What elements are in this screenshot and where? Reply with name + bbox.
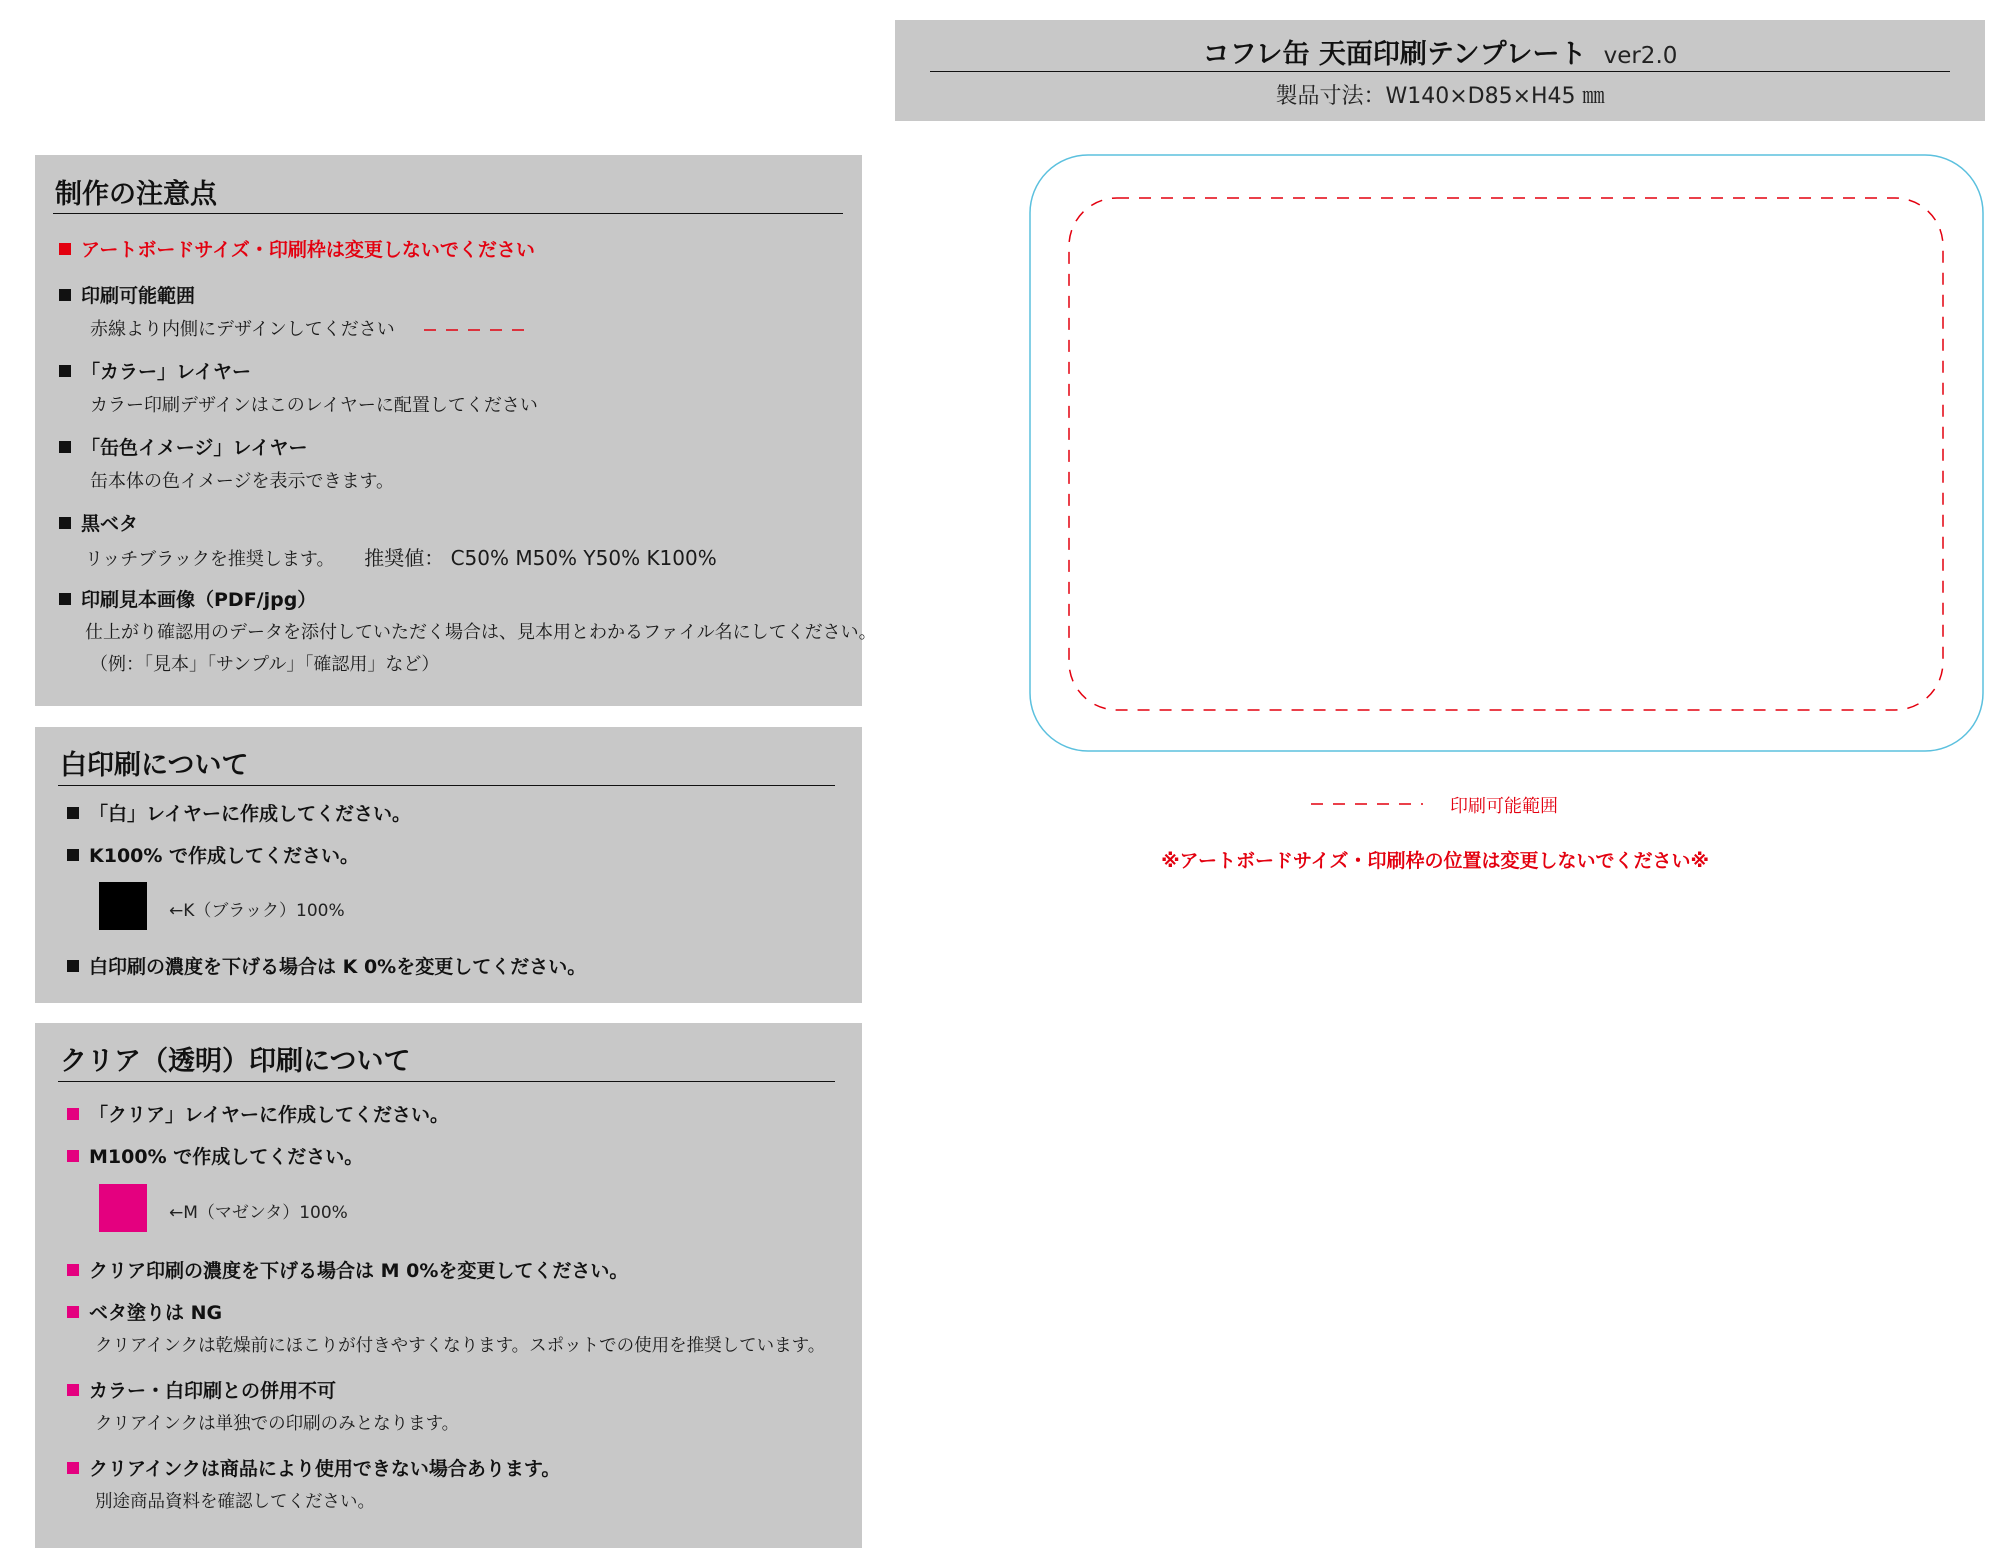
- notes-item-black-solid-text: 黒ベタ: [81, 513, 139, 535]
- bullet-marker: [59, 289, 71, 301]
- bullet-marker: [67, 849, 79, 861]
- notes-item-printable-text: 印刷可能範囲: [81, 285, 196, 307]
- clear-item-solid-ng-desc: クリアインクは乾燥前にほこりが付きやすくなります。スポットでの使用を推奨しています。: [95, 1336, 826, 1356]
- template-title: [895, 32, 1985, 71]
- white-item-density-text: 白印刷の濃度を下げる場合は K 0%を変更してください。: [89, 956, 587, 978]
- bullet-marker: [67, 1150, 79, 1162]
- notes-item-black-solid-desc-text: リッチブラックを推奨します。: [85, 549, 335, 570]
- clear-print-panel: [35, 1023, 862, 1548]
- bullet-marker: [59, 441, 71, 453]
- bullet-marker: [67, 1306, 79, 1318]
- black-swatch-label: ←K（ブラック）100%: [169, 901, 345, 921]
- notes-item-sample-image-text: 印刷見本画像（PDF/jpg）: [81, 589, 317, 611]
- bullet-marker: [59, 593, 71, 605]
- notes-item-color-layer: [59, 357, 251, 384]
- notes-item-can-color-layer-text: 「缶色イメージ」レイヤー: [81, 437, 308, 459]
- bullet-marker: [67, 1462, 79, 1474]
- notes-item-can-color-layer: [59, 433, 307, 460]
- white-item-layer-text: 「白」レイヤーに作成してください。: [89, 803, 412, 825]
- artboard-warning: ※アートボードサイズ・印刷枠の位置は変更しないでください※: [1161, 850, 1709, 872]
- white-item-layer: [67, 799, 411, 826]
- notes-item-sample-image-desc: 仕上がり確認用のデータを添付していただく場合は、見本用とわかるファイル名にしてください。: [85, 622, 877, 643]
- template-title-text: コフレ缶 天面印刷テンプレート: [1202, 39, 1587, 70]
- notes-item-artboard-text: アートボードサイズ・印刷枠は変更しないでください: [81, 239, 535, 261]
- clear-item-solid-ng: [67, 1298, 222, 1325]
- product-size: 製品寸法：W140×D85×H45 ㎜: [1275, 84, 1605, 109]
- white-print-rule: [58, 785, 835, 786]
- white-item-density: [67, 952, 586, 979]
- notes-item-printable: [59, 281, 195, 308]
- clear-print-title: クリア（透明）印刷について: [60, 1046, 411, 1077]
- bullet-marker: [67, 1384, 79, 1396]
- clear-item-solid-ng-text: ベタ塗りは NG: [89, 1302, 223, 1324]
- white-item-k100: [67, 841, 359, 868]
- notes-panel: [35, 155, 877, 706]
- clear-item-density: [67, 1256, 628, 1283]
- notes-title: 制作の注意点: [55, 179, 217, 210]
- notes-item-color-layer-text: 「カラー」レイヤー: [81, 361, 252, 383]
- legend-label: 印刷可能範囲: [1450, 796, 1558, 817]
- clear-item-m100-text: M100% で作成してください。: [89, 1146, 364, 1168]
- clear-item-availability-text: クリアインクは商品により使用できない場合あります。: [89, 1458, 561, 1480]
- bullet-marker: [67, 960, 79, 972]
- can-lid-outline: [1030, 155, 1983, 751]
- white-print-title: 白印刷について: [60, 750, 249, 781]
- header-panel: [895, 20, 1985, 121]
- notes-item-artboard: [59, 235, 535, 262]
- magenta-swatch-label: ←M（マゼンタ）100%: [169, 1203, 348, 1223]
- clear-item-no-combination-desc: クリアインクは単独での印刷のみとなります。: [95, 1414, 460, 1434]
- clear-item-layer: [67, 1100, 449, 1127]
- bullet-marker: [67, 1264, 79, 1276]
- notes-item-sample-image-example: （例：「見本」「サンプル」「確認用」など）: [90, 654, 440, 675]
- clear-item-availability: [67, 1454, 560, 1481]
- clear-item-layer-text: 「クリア」レイヤーに作成してください。: [89, 1104, 450, 1126]
- clear-item-availability-desc: 別途商品資料を確認してください。: [95, 1492, 375, 1512]
- notes-item-printable-desc-text: 赤線より内側にデザインしてください: [90, 319, 395, 340]
- notes-item-can-color-layer-desc: 缶本体の色イメージを表示できます。: [90, 471, 395, 492]
- white-item-k100-text: K100% で作成してください。: [89, 845, 360, 867]
- notes-item-sample-image: [59, 585, 316, 612]
- legend-dashed-line: [1311, 799, 1423, 809]
- notes-item-black-solid-desc: [85, 542, 717, 571]
- black-swatch: [99, 882, 147, 930]
- printable-area-outline: [1069, 198, 1943, 710]
- red-dashed-line-sample: [424, 325, 534, 335]
- notes-item-printable-desc: [90, 315, 534, 341]
- clear-item-no-combination-text: カラー・白印刷との併用不可: [89, 1380, 337, 1402]
- bullet-marker: [59, 517, 71, 529]
- notes-rule: [53, 213, 843, 214]
- bullet-marker: [59, 365, 71, 377]
- clear-item-density-text: クリア印刷の濃度を下げる場合は M 0%を変更してください。: [89, 1260, 629, 1282]
- notes-item-black-solid-value: 推奨値： C50% M50% Y50% K100%: [364, 546, 717, 570]
- bullet-marker: [59, 243, 71, 255]
- white-print-panel: [35, 727, 862, 1003]
- notes-item-black-solid: [59, 509, 138, 536]
- clear-item-no-combination: [67, 1376, 336, 1403]
- header-rule: [930, 71, 1950, 72]
- notes-item-color-layer-desc: カラー印刷デザインはこのレイヤーに配置してください: [90, 395, 538, 416]
- clear-item-m100: [67, 1142, 363, 1169]
- magenta-swatch: [99, 1184, 147, 1232]
- bullet-marker: [67, 807, 79, 819]
- bullet-marker: [67, 1108, 79, 1120]
- template-version: ver2.0: [1603, 43, 1678, 69]
- clear-print-rule: [58, 1081, 835, 1082]
